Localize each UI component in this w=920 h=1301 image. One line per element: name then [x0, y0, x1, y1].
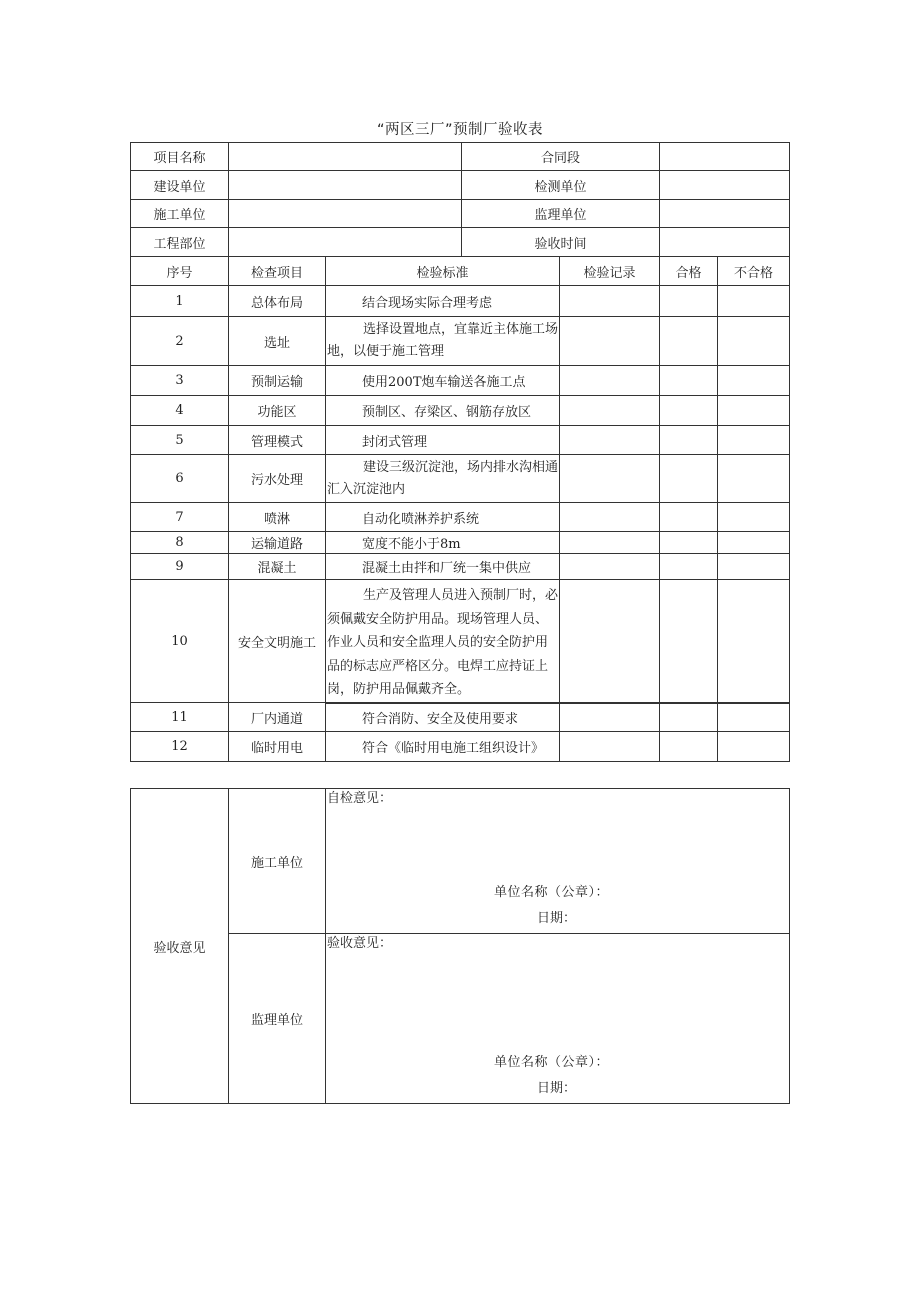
header-label: 工程部位 [130, 227, 229, 257]
row-standard: 结合现场实际合理考虑 [325, 285, 560, 317]
row-check-cell[interactable] [659, 579, 718, 703]
row-check-cell[interactable] [717, 702, 790, 732]
row-check-cell[interactable] [559, 731, 660, 762]
acceptance-label: 验收意见 [130, 788, 229, 1104]
row-check-cell[interactable] [659, 702, 718, 732]
row-check-cell[interactable] [717, 425, 790, 455]
row-standard: 使用200T炮车输送各施工点 [325, 365, 560, 396]
row-item: 运输道路 [228, 531, 326, 554]
header-right-label: 验收时间 [461, 227, 660, 257]
row-standard: 生产及管理人员进入预制厂时，必须佩戴安全防护用品。现场管理人员、作业人员和安全监理人员的安全防护用品的标志应严格区分。电焊工应持证上岗，防护用品佩戴齐全。 [325, 579, 560, 703]
row-check-cell[interactable] [717, 395, 790, 426]
row-check-cell[interactable] [717, 285, 790, 317]
row-check-cell[interactable] [717, 316, 790, 366]
header-right-label: 监理单位 [461, 199, 660, 228]
header-label: 建设单位 [130, 170, 229, 200]
row-number: 9 [130, 553, 229, 580]
row-standard: 宽度不能小于8m [325, 531, 560, 554]
row-check-cell[interactable] [659, 531, 718, 554]
row-check-cell[interactable] [659, 454, 718, 503]
row-check-cell[interactable] [659, 425, 718, 455]
row-check-cell[interactable] [659, 395, 718, 426]
construction-seal-label: 单位名称（公章）： [494, 885, 610, 900]
header-right-label: 检测单位 [461, 170, 660, 200]
construction-opinion-area[interactable] [325, 788, 790, 934]
row-check-cell[interactable] [559, 285, 660, 317]
column-header: 检验标准 [325, 256, 560, 286]
row-check-cell[interactable] [659, 316, 718, 366]
row-item: 混凝土 [228, 553, 326, 580]
row-item: 安全文明施工 [228, 579, 326, 703]
header-label: 项目名称 [130, 142, 229, 171]
row-check-cell[interactable] [559, 425, 660, 455]
row-item: 污水处理 [228, 454, 326, 503]
row-number: 1 [130, 285, 229, 317]
column-header: 合格 [659, 256, 718, 286]
row-check-cell[interactable] [559, 579, 660, 703]
row-standard: 建设三级沉淀池，场内排水沟相通汇入沉淀池内 [325, 454, 560, 503]
column-header: 检验记录 [559, 256, 660, 286]
row-check-cell[interactable] [717, 502, 790, 532]
row-check-cell[interactable] [559, 531, 660, 554]
row-check-cell[interactable] [559, 553, 660, 580]
supervision-seal-label: 单位名称（公章）： [494, 1055, 610, 1070]
row-check-cell[interactable] [559, 395, 660, 426]
row-check-cell[interactable] [659, 502, 718, 532]
row-item: 管理模式 [228, 425, 326, 455]
row-check-cell[interactable] [717, 365, 790, 396]
row-check-cell[interactable] [717, 553, 790, 580]
header-value-field[interactable] [228, 199, 462, 228]
form-title: “两区三厂”预制厂验收表 [376, 122, 544, 138]
column-header: 不合格 [717, 256, 790, 286]
construction-unit-label: 施工单位 [228, 788, 326, 934]
row-check-cell[interactable] [559, 454, 660, 503]
header-right-label: 合同段 [461, 142, 660, 171]
row-check-cell[interactable] [717, 454, 790, 503]
header-right-value-field[interactable] [659, 227, 790, 257]
row-number: 11 [130, 702, 229, 732]
row-check-cell[interactable] [559, 365, 660, 396]
row-item: 喷淋 [228, 502, 326, 532]
row-standard: 符合消防、安全及使用要求 [325, 702, 560, 732]
header-right-value-field[interactable] [659, 199, 790, 228]
row-number: 2 [130, 316, 229, 366]
row-check-cell[interactable] [717, 531, 790, 554]
row-check-cell[interactable] [559, 702, 660, 732]
header-right-value-field[interactable] [659, 142, 790, 171]
column-header: 检查项目 [228, 256, 326, 286]
row-item: 选址 [228, 316, 326, 366]
row-standard: 预制区、存梁区、钢筋存放区 [325, 395, 560, 426]
row-standard: 选择设置地点，宜靠近主体施工场地，以便于施工管理 [325, 316, 560, 366]
row-check-cell[interactable] [717, 731, 790, 762]
row-number: 3 [130, 365, 229, 396]
construction-opinion-label: 自检意见： [327, 791, 393, 806]
construction-date-label: 日期： [537, 911, 577, 926]
row-number: 8 [130, 531, 229, 554]
row-number: 12 [130, 731, 229, 762]
supervision-date-label: 日期： [537, 1081, 577, 1096]
row-standard: 封闭式管理 [325, 425, 560, 455]
row-check-cell[interactable] [659, 285, 718, 317]
row-number: 10 [130, 579, 229, 703]
row-check-cell[interactable] [717, 579, 790, 703]
row-check-cell[interactable] [659, 731, 718, 762]
row-check-cell[interactable] [559, 316, 660, 366]
row-item: 总体布局 [228, 285, 326, 317]
header-label: 施工单位 [130, 199, 229, 228]
supervision-opinion-label: 验收意见： [327, 936, 393, 951]
header-value-field[interactable] [228, 170, 462, 200]
row-check-cell[interactable] [659, 553, 718, 580]
row-check-cell[interactable] [559, 502, 660, 532]
row-item: 临时用电 [228, 731, 326, 762]
row-standard: 混凝土由拌和厂统一集中供应 [325, 553, 560, 580]
row-number: 5 [130, 425, 229, 455]
row-standard: 自动化喷淋养护系统 [325, 502, 560, 532]
supervision-unit-label: 监理单位 [228, 933, 326, 1104]
column-header: 序号 [130, 256, 229, 286]
header-right-value-field[interactable] [659, 170, 790, 200]
row-number: 6 [130, 454, 229, 503]
header-value-field[interactable] [228, 227, 462, 257]
row-check-cell[interactable] [659, 365, 718, 396]
row-number: 7 [130, 502, 229, 532]
row-item: 厂内通道 [228, 702, 326, 732]
row-item: 预制运输 [228, 365, 326, 396]
row-standard: 符合《临时用电施工组织设计》 [325, 731, 560, 762]
header-value-field[interactable] [228, 142, 462, 171]
row-item: 功能区 [228, 395, 326, 426]
supervision-opinion-area[interactable] [325, 933, 790, 1104]
row-number: 4 [130, 395, 229, 426]
